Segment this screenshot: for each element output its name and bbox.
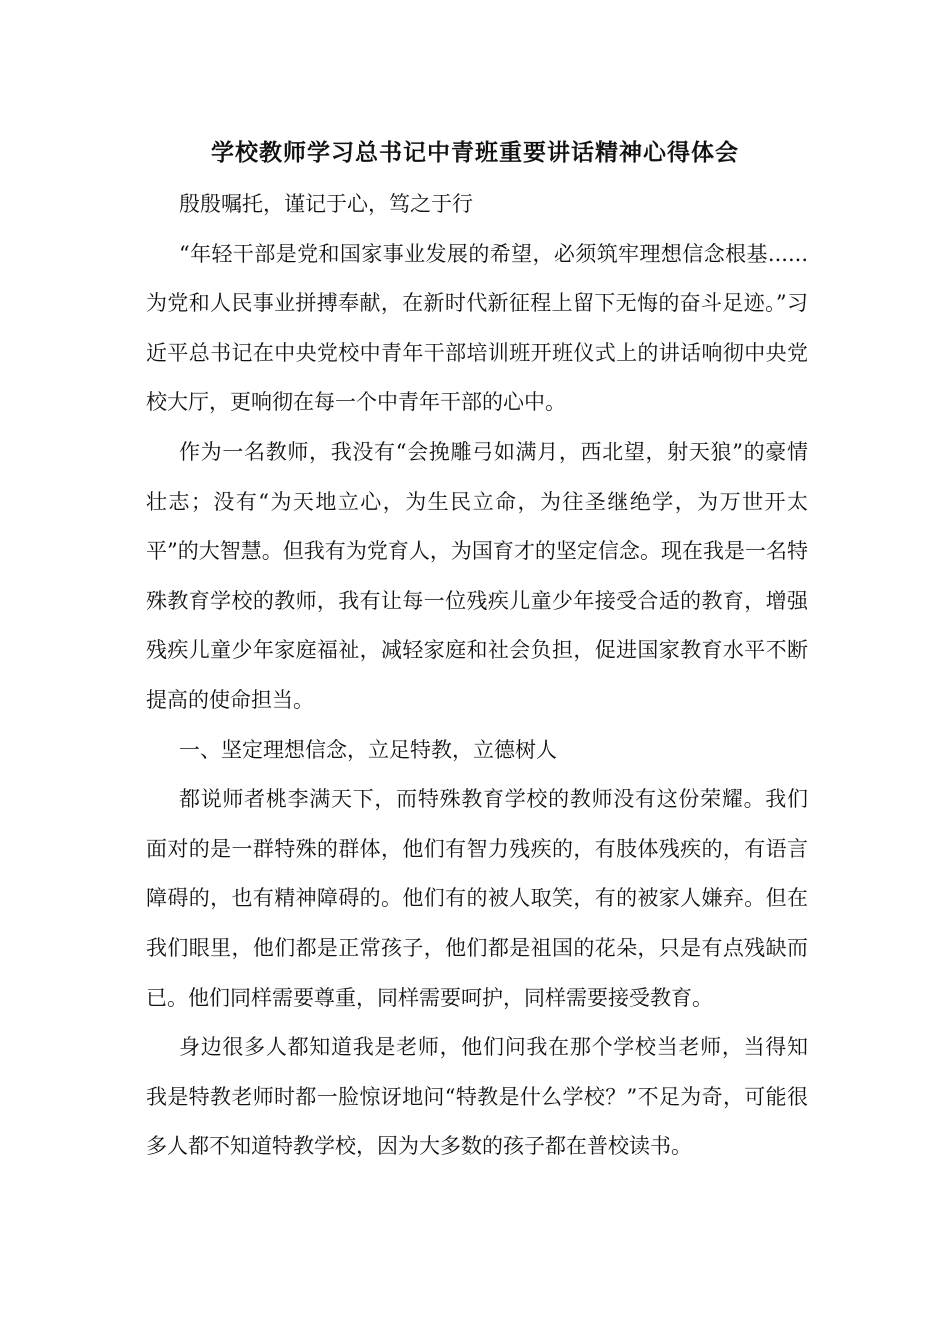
paragraph-subtitle: 殷殷嘱托，谨记于心，笃之于行: [179, 192, 473, 216]
paragraph-special-school: 身边很多人都知道我是老师，他们问我在那个学校当老师，当得知我是特教老师时都一脸惊讶地问“特教是什么学校？”不足为奇，可能很多人都不知道特教学校，因为大多数的孩子都在普校读书。: [146, 1035, 808, 1159]
paragraph-teacher-belief: 作为一名教师，我没有“会挽雕弓如满月，西北望，射天狼”的豪情壮志；没有“为天地立心，为生民立命，为往圣继绝学，为万世开太平”的大智慧。但我有为党育人，为国育才的坚定信念。现在我是一名特殊教育学校的教师，我有让每一位残疾儿童少年接受合适的教育，增强残疾儿童少年家庭福祉，减轻家庭和社会负担，促进国家教育水平不断提高的使命担当。: [146, 439, 808, 712]
section-heading-1: 一、坚定理想信念，立足特教，立德树人: [179, 737, 557, 762]
paragraph-special-group: 都说师者桃李满天下，而特殊教育学校的教师没有这份荣耀。我们面对的是一群特殊的群体，他们有智力残疾的，有肢体残疾的，有语言障碍的，也有精神障碍的。他们有的被人取笑，有的被家人嫌弃。但在我们眼里，他们都是正常孩子，他们都是祖国的花朵，只是有点残缺而已。他们同样需要尊重，同样需要呵护，同样需要接受教育。: [146, 787, 808, 1010]
document-title: 学校教师学习总书记中青班重要讲话精神心得体会: [211, 139, 739, 166]
paragraph-quote: “年轻干部是党和国家事业发展的希望，必须筑牢理想信念根基......为党和人民事业拼搏奉献，在新时代新征程上留下无悔的奋斗足迹。”习近平总书记在中央党校中青年干部培训班开班仪式上的讲话响彻中央党校大厅，更响彻在每一个中青年干部的心中。: [146, 241, 808, 415]
document-body: [146, 180, 808, 1172]
